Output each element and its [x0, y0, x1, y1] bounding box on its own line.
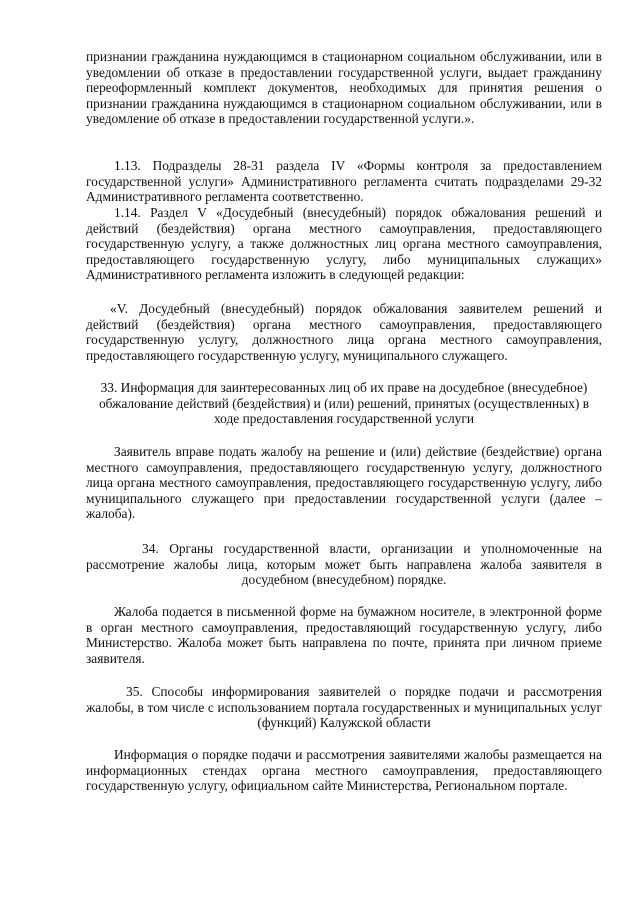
heading-35: 35. Способы информирования заявителей о порядке подачи и рассмотрения жалобы, в том числе с использованием портала государственных и муниципальных услуг (функций) Калужской области [86, 684, 602, 731]
paragraph-34-body: Жалоба подается в письменной форме на бумажном носителе, в электронной форме в орган местного самоуправления, предоставляющий государственную услугу, либо Министерство. Жалоба может быть направлена по почте, принята при личном приеме заявителя. [86, 604, 602, 666]
heading-33: 33. Информация для заинтересованных лиц об их праве на досудебное (внесудебное) обжалование действий (бездействия) и (или) решений, принятых (осуществленных) в ходе предоставления государственной услуги [98, 380, 590, 427]
paragraph-35-body: Информация о порядке подачи и рассмотрения заявителями жалобы размещается на информационных стендах органа местного самоуправления, предоставляющего государственную услугу, официальном сайте Министерства, Региональном портале. [86, 747, 602, 794]
paragraph-continuation: признании гражданина нуждающимся в стационарном социальном обслуживании, или в уведомлении об отказе в предоставлении государственной услуги, выдает гражданину переоформленный комплект документов, необходимых для принятия решения о признании гражданина нуждающимся в стационарном социальном обслуживании, или в уведомление об отказе в предоставлении государственной услуги.». [86, 49, 602, 127]
paragraph-33-body: Заявитель вправе подать жалобу на решение и (или) действие (бездействие) органа местного самоуправления, предоставляющего государственную услугу, должностного лица органа местного самоуправления, предоставляющего государственную услугу, либо муниципального служащего при предоставлении государственной услуги (далее – жалоба). [86, 444, 602, 522]
heading-34: 34. Органы государственной власти, организации и уполномоченные на рассмотрение жалобы лица, которым может быть направлена жалоба заявителя в досудебном (внесудебном) порядке. [86, 541, 602, 588]
paragraph-1-14: 1.14. Раздел V «Досудебный (внесудебный) порядок обжалования решений и действий (бездействия) органа местного самоуправления, предоставляющего государственную услугу, а также должностных лиц органа местного самоуправления, предоставляющего государственную услугу, либо муниципальных служащих» Административного регламента изложить в следующей редакции: [86, 205, 602, 283]
paragraph-1-13: 1.13. Подразделы 28-31 раздела IV «Формы контроля за предоставлением государственной услуги» Административного регламента считать подразделами 29-32 Административного регламента соответственно. [86, 158, 602, 205]
section-v-title: «V. Досудебный (внесудебный) порядок обжалования заявителем решений и действий (бездействия) органа местного самоуправления, предоставляющего государственную услугу, должностного лица органа местного самоуправления, предоставляющего государственную услугу, муниципального служащего. [86, 301, 602, 363]
